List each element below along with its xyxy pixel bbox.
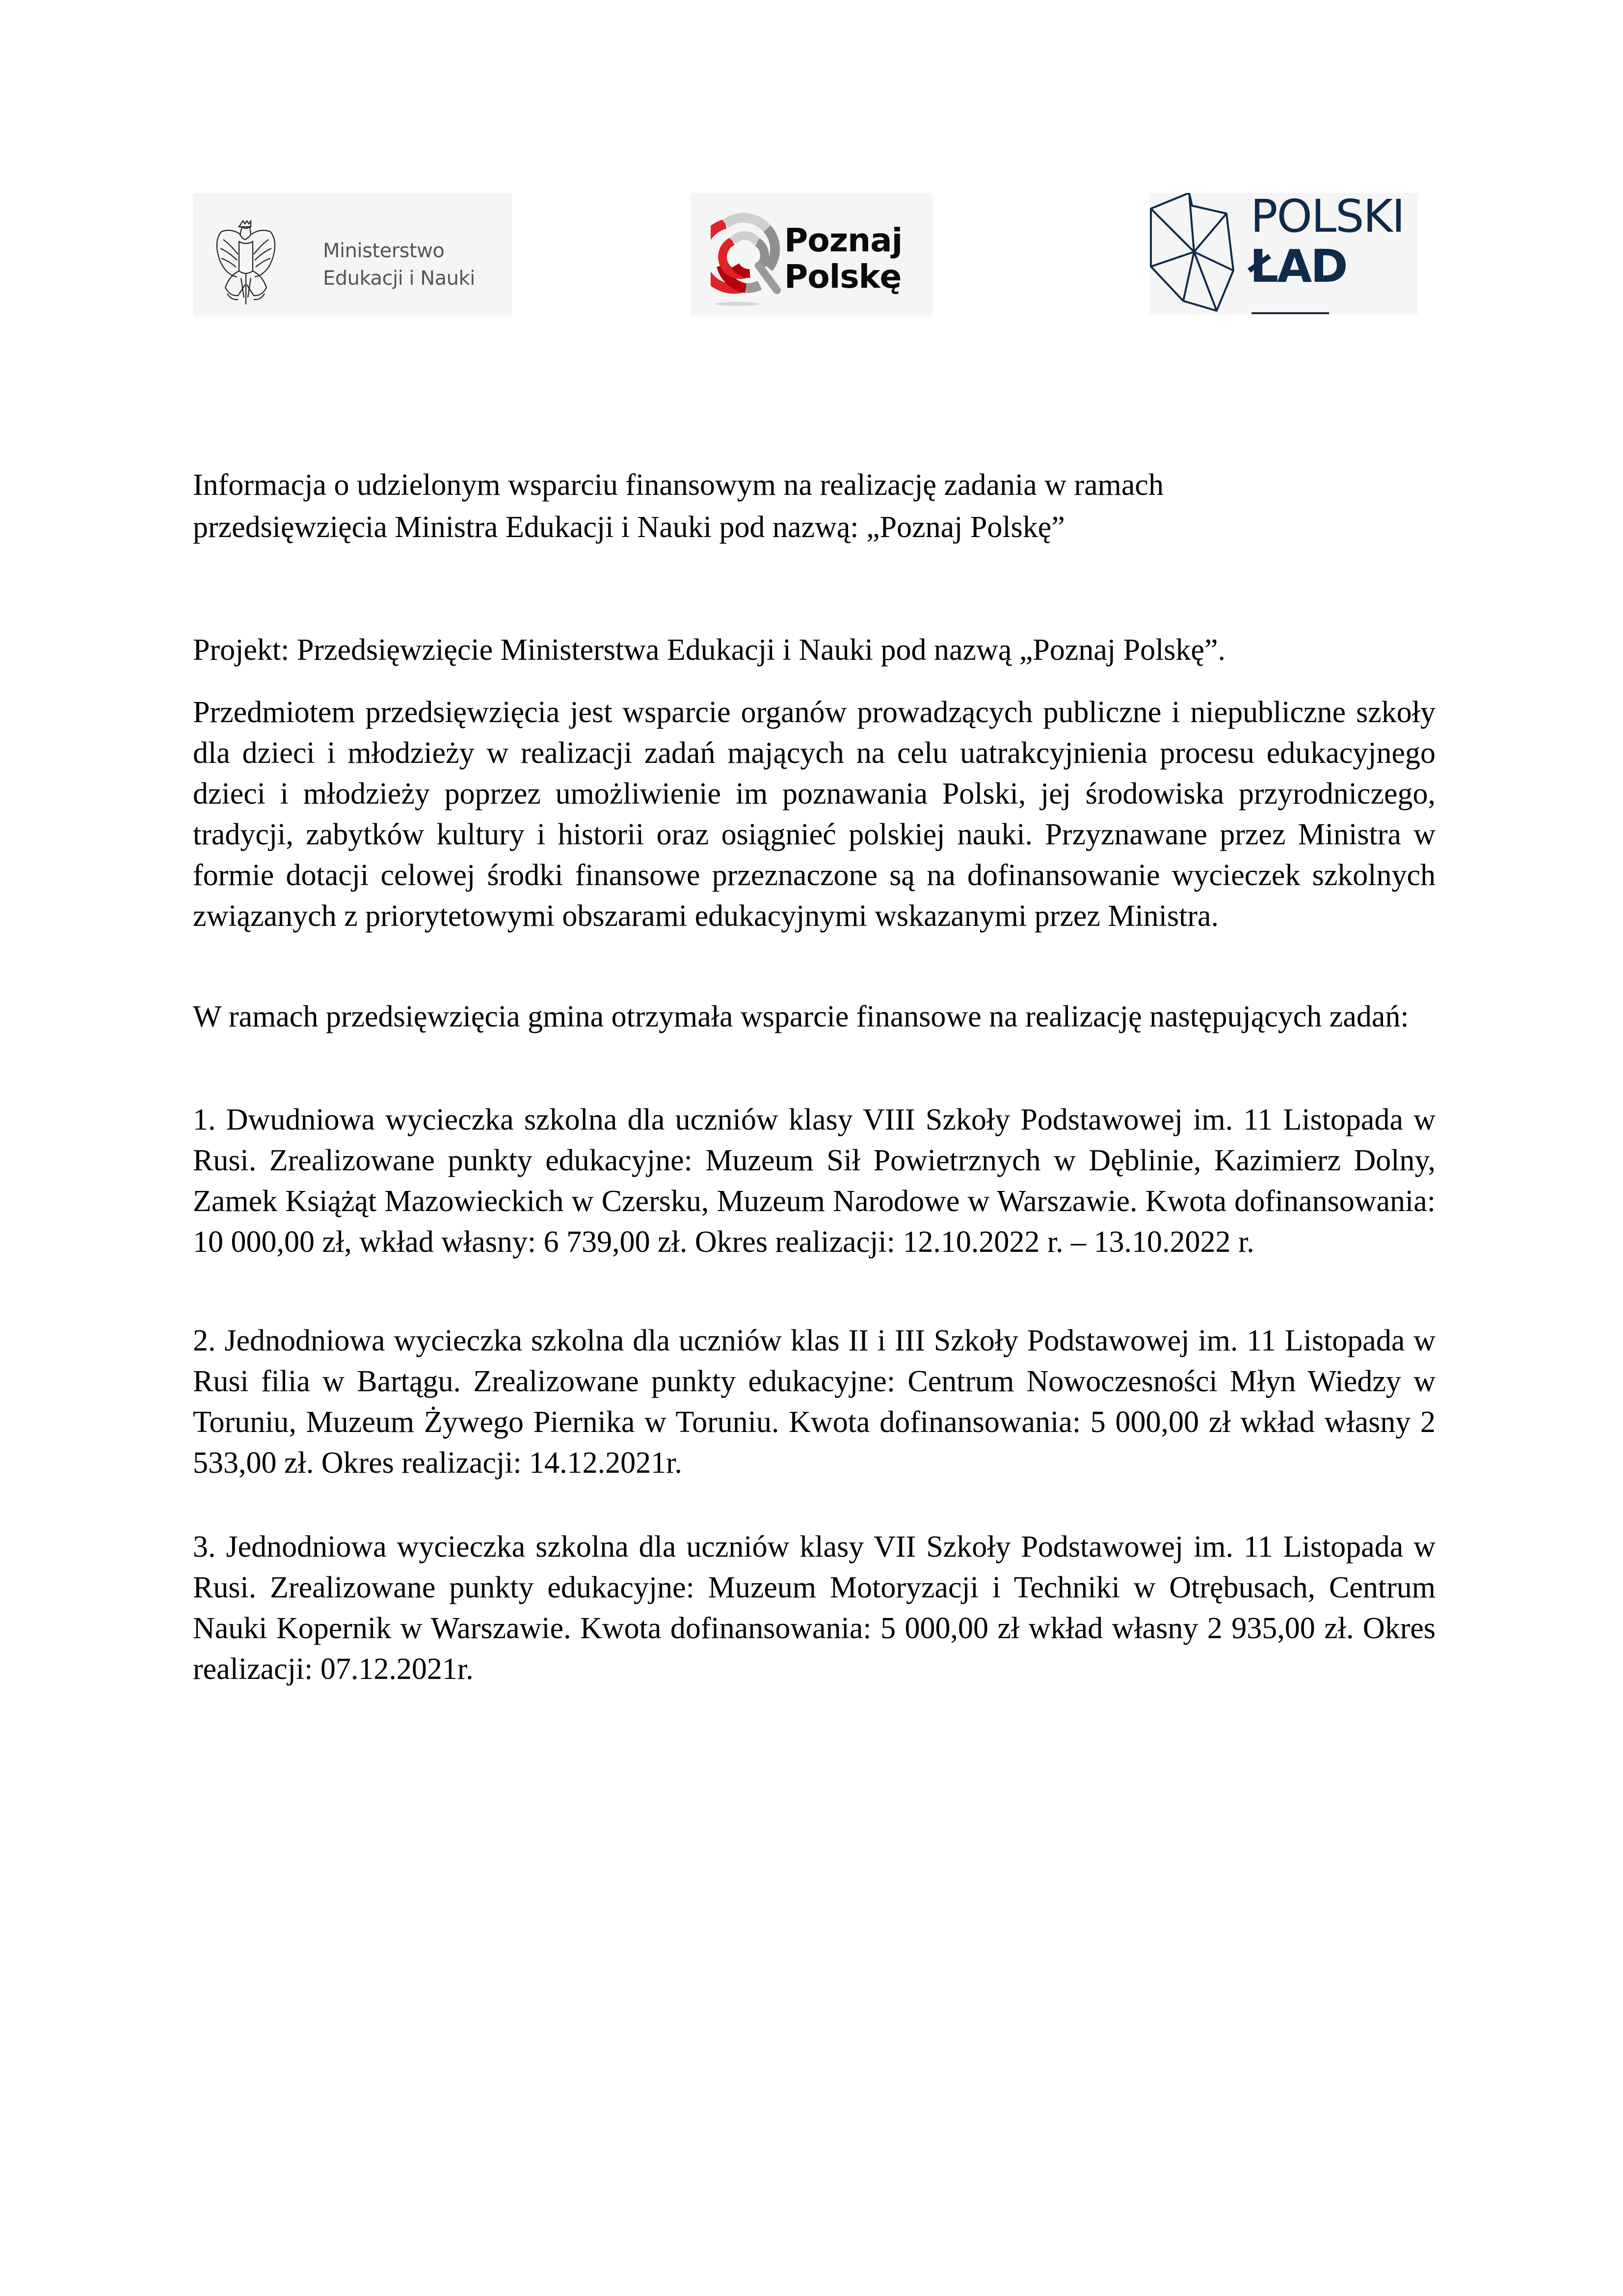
poznaj-polske-line2: Polskę xyxy=(784,258,902,296)
poznaj-polske-wordmark xyxy=(784,222,902,295)
task-item xyxy=(193,1321,1436,1484)
intro-paragraph xyxy=(193,997,1436,1037)
ministry-name-line1: Ministerstwo xyxy=(323,240,445,262)
flag-stripe-dark xyxy=(1251,312,1329,314)
task-item-text xyxy=(193,1321,1436,1484)
ministry-logo xyxy=(193,193,512,317)
task-item-text xyxy=(193,1100,1436,1263)
ministry-name xyxy=(323,237,475,292)
description-paragraph xyxy=(193,692,1436,937)
task-description: Jednodniowa wycieczka szkolna dla uczniów klasy VII Szkoły Podstawowej im. 11 Listopada w Rusi. Zrealizowane punkty edukacyjne: Muzeum Motoryzacji i Techniki w Otrębusach, Centrum Nauki Kopernik w Warszawie. Kwota dofinansowania: 5 000,00 zł wkład własny 2 935,00 zł. Okres realizacji: 07.12.2021r. xyxy=(193,1530,1436,1686)
magnifier-rings-icon xyxy=(711,212,782,310)
document-title-line2: przedsięwzięcia Ministra Edukacji i Nauki pod nazwą: „Poznaj Polskę” xyxy=(193,511,1065,544)
task-item xyxy=(193,1100,1436,1263)
polish-eagle-emblem-icon xyxy=(213,220,279,306)
project-name-text: Projekt: Przedsięwzięcie Ministerstwa Edukacji i Nauki pod nazwą „Poznaj Polskę”. xyxy=(193,633,1225,667)
task-number: 1. xyxy=(193,1103,216,1136)
project-name xyxy=(193,630,1436,671)
description-text: Przedmiotem przedsięwzięcia jest wsparcie organów prowadzących publiczne i niepubliczne szkoły dla dzieci i młodzieży w realizacji zadań mających na celu uatrakcyjnienia procesu edukacyjnego dzieci i młodzieży poprzez umożliwienie im poznawania Polski, jej środowiska przyrodniczego, tradycji, zabytków kultury i historii oraz osiągnieć polskiej nauki. Przyznawane przez Ministra w formie dotacji celowej środki finansowe przeznaczone są na dofinansowanie wycieczek szkolnych związanych z priorytetowymi obszarami edukacyjnymi wskazanymi przez Ministra. xyxy=(193,696,1436,933)
task-description: Dwudniowa wycieczka szkolna dla uczniów klasy VIII Szkoły Podstawowej im. 11 Listopada w Rusi. Zrealizowane punkty edukacyjne: Muzeum Sił Powietrznych w Dęblinie, Kazimierz Dolny, Zamek Książąt Mazowieckich w Czersku, Muzeum Narodowe w Warszawie. Kwota dofinansowania: 10 000,00 zł, wkład własny: 6 739,00 zł. Okres realizacji: 12.10.2022 r. – 13.10.2022 r. xyxy=(193,1103,1436,1259)
ministry-name-line2: Edukacji i Nauki xyxy=(323,267,475,290)
task-number: 3. xyxy=(193,1530,216,1564)
task-item xyxy=(193,1527,1436,1690)
document-title-line1: Informacja o udzielonym wsparciu finansowym na realizację zadania w ramach xyxy=(193,468,1164,502)
poznaj-polske-line1: Poznaj xyxy=(784,221,903,259)
polski-lad-logo xyxy=(1150,193,1418,314)
poznaj-polske-logo xyxy=(691,193,932,317)
document-title xyxy=(193,464,1436,548)
task-description: Jednodniowa wycieczka szkolna dla uczniów klas II i III Szkoły Podstawowej im. 11 Listopada w Rusi filia w Bartągu. Zrealizowane punkty edukacyjne: Centrum Nowoczesności Młyn Wiedzy w Toruniu, Muzeum Żywego Piernika w Toruniu. Kwota dofinansowania: 5 000,00 zł wkład własny 2 533,00 zł. Okres realizacji: 14.12.2021r. xyxy=(193,1324,1436,1480)
task-number: 2. xyxy=(193,1324,216,1357)
polski-lad-line2: ŁAD xyxy=(1250,240,1347,293)
intro-text: W ramach przedsięwzięcia gmina otrzymała wsparcie finansowe na realizację następujących zadań: xyxy=(193,1000,1409,1033)
polski-lad-line1: POLSKI xyxy=(1251,193,1405,243)
task-item-text xyxy=(193,1527,1436,1690)
polygon-map-icon xyxy=(1150,193,1238,314)
